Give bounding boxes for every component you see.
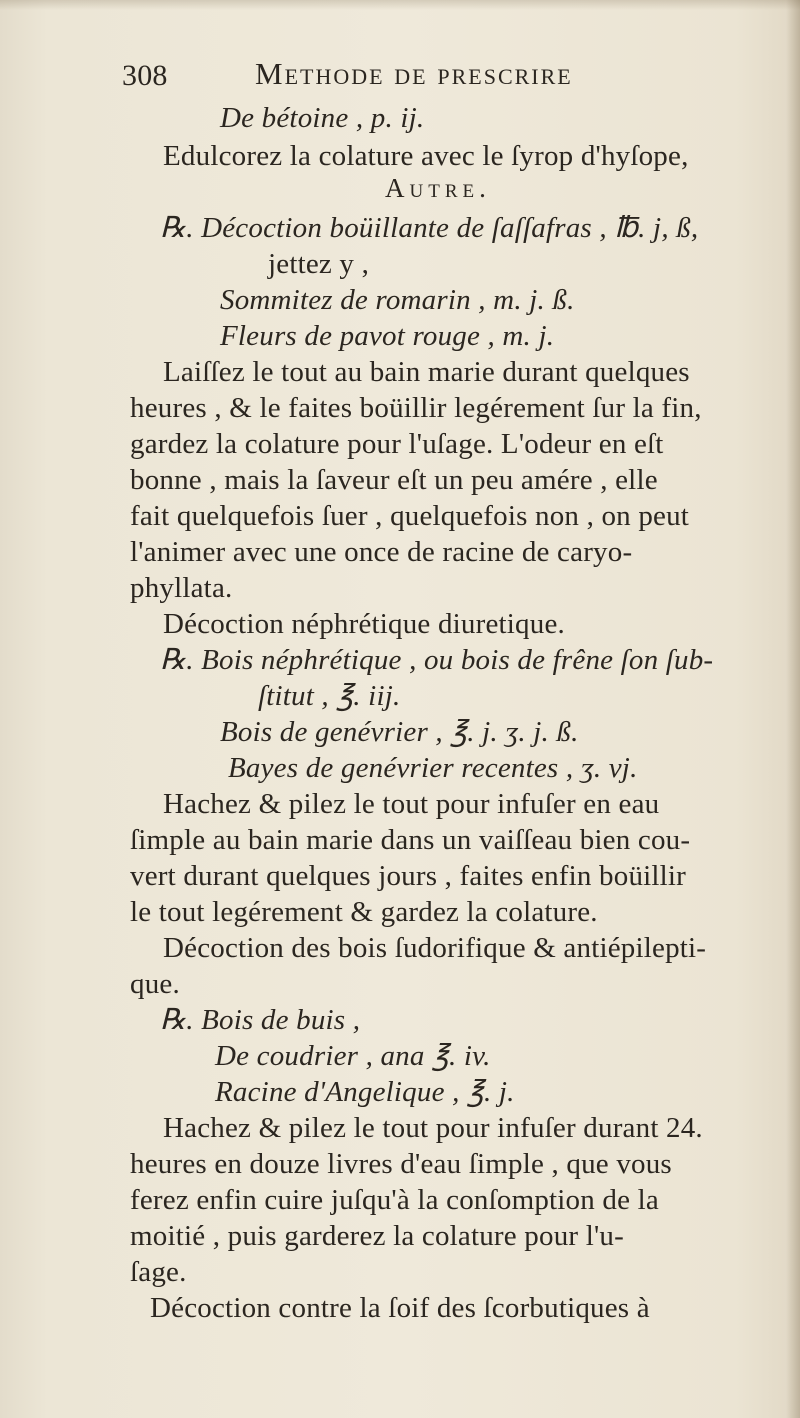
section-heading: Décoction des bois ſudorifique & antiépilepti-: [163, 932, 707, 964]
section-heading: Autre.: [385, 173, 491, 203]
text-line: De coudrier , ana ℥. iv.: [215, 1040, 491, 1072]
text-line: ſage.: [130, 1256, 187, 1288]
text-line: le tout legérement & gardez la colature.: [130, 896, 598, 928]
section-heading: Décoction contre la ſoif des ſcorbutiques à: [150, 1292, 650, 1324]
text-line: ℞. Bois néphrétique , ou bois de frêne ſon ſub-: [160, 644, 714, 676]
section-heading: Décoction néphrétique diuretique.: [163, 608, 565, 640]
text-line: Sommitez de romarin , m. j. ß.: [220, 284, 575, 316]
text-line: phyllata.: [130, 572, 233, 604]
text-line: ſimple au bain marie dans un vaiſſeau bien cou-: [130, 824, 691, 856]
text-line: ferez enfin cuire juſqu'à la conſomption de la: [130, 1184, 659, 1216]
text-line: Fleurs de pavot rouge , m. j.: [220, 320, 555, 352]
text-line: fait quelquefois ſuer , quelquefois non , on peut: [130, 500, 690, 532]
text-line: Bois de genévrier , ℥. j. ʒ. j. ß.: [220, 716, 579, 748]
text-line: moitié , puis garderez la colature pour l'u-: [130, 1220, 624, 1252]
text-line: heures , & le faites boüillir legérement ſur la fin,: [130, 392, 702, 424]
running-title: Methode de prescrire: [255, 56, 573, 91]
text-line: bonne , mais la ſaveur eſt un peu amére , elle: [130, 464, 658, 496]
page-right-shadow: [786, 0, 800, 1418]
text-line: que.: [130, 968, 180, 1000]
page-top-shadow: [0, 0, 800, 10]
text-line: vert durant quelques jours , faites enfin boüillir: [130, 860, 687, 892]
text-line: ℞. Bois de buis ,: [160, 1004, 361, 1036]
text-line: ℞. Décoction boüillante de ſaſſafras , ℔. j, ß,: [160, 212, 699, 244]
text-line: heures en douze livres d'eau ſimple , que vous: [130, 1148, 672, 1180]
text-line: l'animer avec une once de racine de caryo-: [130, 536, 633, 568]
text-line: Racine d'Angelique , ℥. j.: [215, 1076, 515, 1108]
text-line: Edulcorez la colature avec le ſyrop d'hyſope,: [163, 140, 689, 172]
text-line: Hachez & pilez le tout pour infuſer durant 24.: [163, 1112, 703, 1144]
text-line: Hachez & pilez le tout pour infuſer en eau: [163, 788, 660, 820]
page-number: 308: [122, 59, 168, 92]
text-line: ſtitut , ℥. iij.: [258, 680, 401, 712]
text-line: gardez la colature pour l'uſage. L'odeur en eſt: [130, 428, 664, 460]
text-line: Laiſſez le tout au bain marie durant quelques: [163, 356, 690, 388]
text-line: jettez y ,: [268, 248, 370, 280]
text-line: Bayes de genévrier recentes , ʒ. vj.: [228, 752, 638, 784]
text-line: De bétoine , p. ij.: [220, 102, 425, 134]
